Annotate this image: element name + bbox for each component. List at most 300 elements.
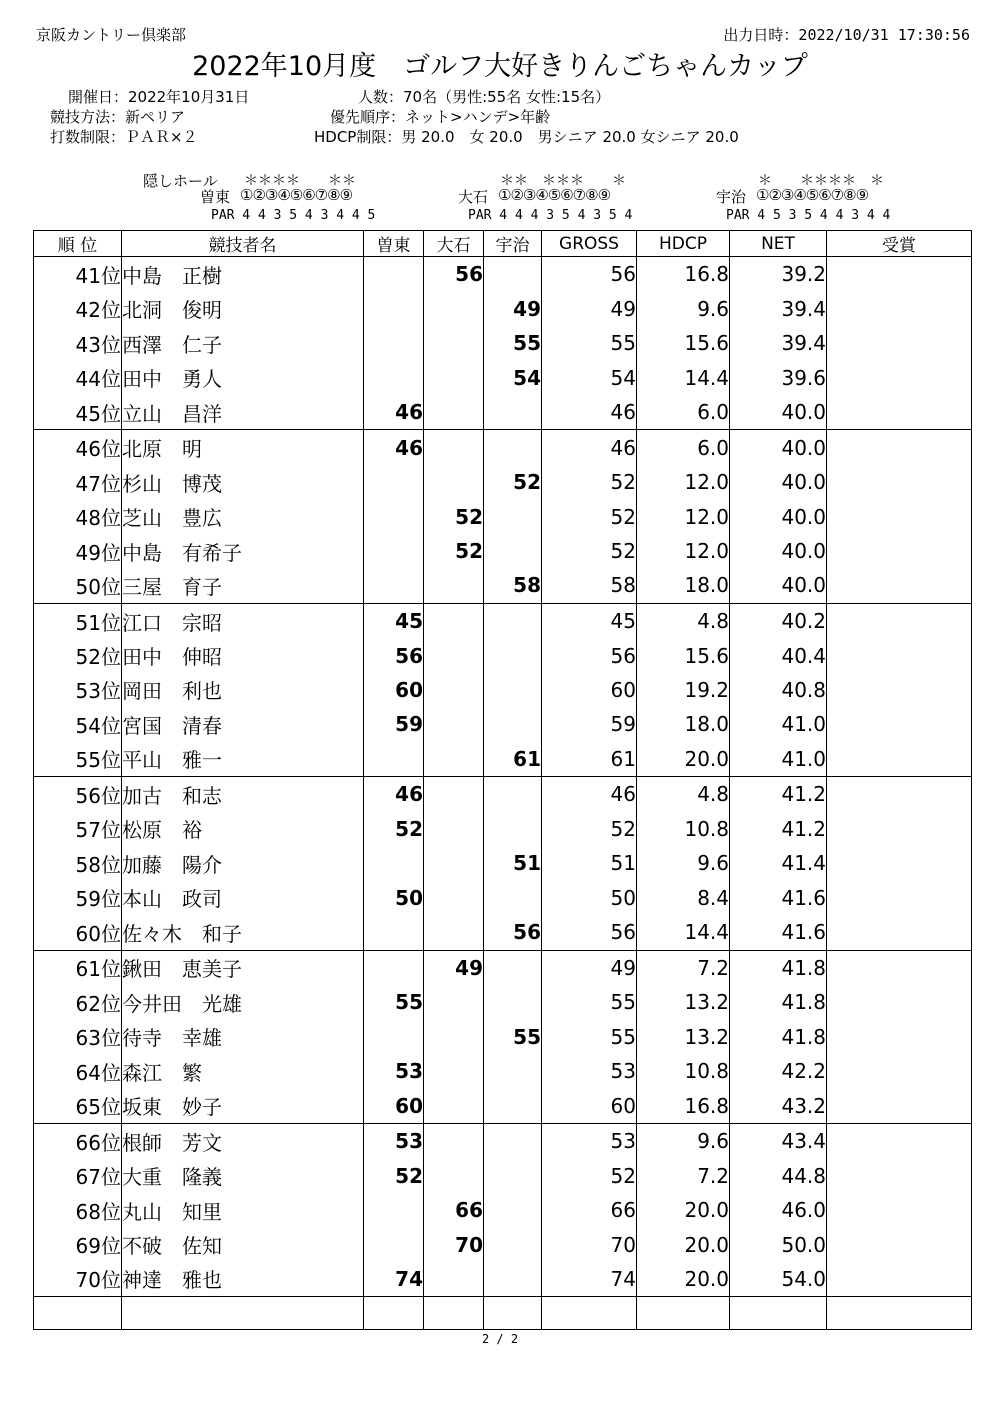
cell-player-name: 加古 和志 [122,777,364,812]
par-row-oishi: PAR 4 4 4 3 5 4 3 5 4 [468,208,633,223]
cell-award [827,1262,972,1297]
cell-gross: 53 [542,1054,637,1088]
cell-gross: 46 [542,395,637,430]
cell-score-oishi [424,568,484,603]
cell-score-oishi [424,430,484,465]
cell-gross: 66 [542,1193,637,1227]
cell-hdcp: 9.6 [637,846,730,880]
cell-score-uji [484,430,542,465]
cell-score-oishi [424,395,484,430]
table-row [34,881,972,915]
cell-score-uji [484,777,542,812]
cell-hdcp: 20.0 [637,1262,730,1297]
cell-hdcp: 6.0 [637,430,730,465]
table-row [34,1227,972,1261]
cell-score-oishi [424,1158,484,1192]
cell-gross: 55 [542,985,637,1019]
cell-net: 40.0 [730,534,827,568]
cell-net: 42.2 [730,1054,827,1088]
cell-score-uji [484,395,542,430]
cell-net: 50.0 [730,1227,827,1261]
cell-score-oishi [424,638,484,672]
cell-score-sotou: 52 [364,812,424,846]
cell-rank: 68位 [34,1193,122,1227]
cell-rank: 69位 [34,1227,122,1261]
cell-net: 39.4 [730,326,827,360]
table-row [34,985,972,1019]
cell-rank: 49位 [34,534,122,568]
table-row [34,742,972,777]
cell-score-oishi: 52 [424,534,484,568]
cell-rank: 56位 [34,777,122,812]
cell-net: 40.0 [730,430,827,465]
header-net: NET [730,231,827,257]
table-row [34,568,972,603]
cell-award [827,360,972,394]
table-row [34,534,972,568]
cell-gross: 54 [542,360,637,394]
cell-gross: 55 [542,1019,637,1053]
header-uji: 宇治 [484,231,542,257]
cell-score-uji [484,881,542,915]
table-row [34,673,972,707]
table-row [34,430,972,465]
cell-player-name: 待寺 幸雄 [122,1019,364,1053]
cell-score-oishi [424,326,484,360]
table-row [34,292,972,326]
cell-gross: 59 [542,707,637,741]
table-row [34,1088,972,1123]
cell-player-name: 中島 正樹 [122,257,364,292]
cell-hdcp: 8.4 [637,881,730,915]
cell-score-sotou [364,1193,424,1227]
cell-score-uji [484,1088,542,1123]
cell-rank: 59位 [34,881,122,915]
cell-gross: 52 [542,499,637,533]
cell-hdcp: 14.4 [637,915,730,950]
table-row [34,326,972,360]
cell-award [827,1123,972,1158]
cell-net: 41.8 [730,985,827,1019]
cell-rank: 67位 [34,1158,122,1192]
hdcp-limit: HDCP制限：男 20.0 女 20.0 男シニア 20.0 女シニア 20.0 [314,128,739,146]
cell-award [827,1158,972,1192]
cell-score-sotou: 59 [364,707,424,741]
results-body [34,257,972,1330]
cell-hdcp: 12.0 [637,499,730,533]
cell-player-name: 宮国 清春 [122,707,364,741]
cell-score-oishi [424,1019,484,1053]
cell-player-name: 今井田 光雄 [122,985,364,1019]
cell-award [827,777,972,812]
course-name-sotou: 曽東 [200,188,231,206]
table-row [34,360,972,394]
cell-gross: 61 [542,742,637,777]
cell-score-sotou [364,534,424,568]
cell-score-uji: 55 [484,1019,542,1053]
cell-hdcp: 7.2 [637,950,730,985]
cell-score-sotou: 55 [364,985,424,1019]
stroke-limit: 打数制限：ＰＡＲ×２ [50,128,198,146]
cell-hdcp: 13.2 [637,1019,730,1053]
cell-score-sotou: 45 [364,603,424,638]
cell-player-name: 本山 政司 [122,881,364,915]
cell-score-uji [484,673,542,707]
course-name-uji: 宇治 [716,188,747,206]
cell-score-uji: 56 [484,915,542,950]
header-sotou: 曽東 [364,231,424,257]
cell-net: 39.2 [730,257,827,292]
cell-score-sotou [364,499,424,533]
cell-rank: 44位 [34,360,122,394]
cell-rank: 46位 [34,430,122,465]
cell-score-uji [484,950,542,985]
cell-score-uji: 58 [484,568,542,603]
cell-award [827,985,972,1019]
cell-award [827,1088,972,1123]
cell-gross: 60 [542,1088,637,1123]
cell-hdcp: 9.6 [637,1123,730,1158]
cell-award [827,950,972,985]
cell-gross: 74 [542,1262,637,1297]
cell-award [827,673,972,707]
cell-hdcp: 6.0 [637,395,730,430]
cell-rank: 47位 [34,465,122,499]
cell-score-sotou [364,326,424,360]
cell-rank: 65位 [34,1088,122,1123]
cell-score-sotou: 46 [364,430,424,465]
cell-award [827,846,972,880]
cell-player-name: 松原 裕 [122,812,364,846]
empty-cell [484,1297,542,1330]
empty-filler-row [34,1297,972,1330]
cell-score-sotou [364,1019,424,1053]
cell-score-sotou [364,292,424,326]
cell-hdcp: 7.2 [637,1158,730,1192]
cell-score-sotou: 60 [364,673,424,707]
cell-player-name: 平山 雅一 [122,742,364,777]
cell-score-oishi [424,742,484,777]
table-row [34,1193,972,1227]
table-row [34,950,972,985]
table-row [34,777,972,812]
cell-rank: 66位 [34,1123,122,1158]
cell-gross: 53 [542,1123,637,1158]
cell-award [827,326,972,360]
cell-score-oishi [424,707,484,741]
cell-hdcp: 15.6 [637,638,730,672]
cell-award [827,742,972,777]
course-name-oishi: 大石 [458,188,489,206]
cell-score-sotou: 53 [364,1054,424,1088]
cell-score-uji [484,534,542,568]
cell-gross: 56 [542,257,637,292]
cell-hdcp: 18.0 [637,707,730,741]
cell-rank: 64位 [34,1054,122,1088]
empty-cell [827,1297,972,1330]
cell-score-sotou [364,568,424,603]
empty-cell [730,1297,827,1330]
cell-net: 41.8 [730,950,827,985]
empty-cell [122,1297,364,1330]
cell-score-oishi [424,985,484,1019]
cell-score-uji [484,499,542,533]
cell-hdcp: 18.0 [637,568,730,603]
cell-rank: 60位 [34,915,122,950]
cell-score-uji [484,1123,542,1158]
cell-score-sotou: 53 [364,1123,424,1158]
cell-score-uji [484,707,542,741]
cell-net: 41.2 [730,812,827,846]
cell-rank: 61位 [34,950,122,985]
cell-player-name: 田中 伸昭 [122,638,364,672]
cell-player-name: 佐々木 和子 [122,915,364,950]
cell-score-oishi [424,465,484,499]
cell-player-name: 立山 昌洋 [122,395,364,430]
page-title: 2022年10月度 ゴルフ大好きりんごちゃんカップ [192,51,808,82]
cell-score-uji [484,257,542,292]
cell-hdcp: 10.8 [637,812,730,846]
cell-net: 41.0 [730,707,827,741]
cell-score-uji: 61 [484,742,542,777]
table-row [34,1019,972,1053]
cell-net: 46.0 [730,1193,827,1227]
cell-player-name: 森江 繁 [122,1054,364,1088]
cell-gross: 46 [542,430,637,465]
empty-cell [424,1297,484,1330]
cell-score-uji [484,1054,542,1088]
cell-score-sotou: 46 [364,395,424,430]
cell-score-sotou: 74 [364,1262,424,1297]
cell-gross: 55 [542,326,637,360]
cell-score-oishi [424,881,484,915]
cell-player-name: 鍬田 恵美子 [122,950,364,985]
hidden-marks-sotou: ＊＊＊＊ ＊＊ [244,173,356,189]
cell-gross: 52 [542,1158,637,1192]
hidden-marks-uji: ＊ ＊＊＊＊ ＊ [758,173,884,189]
cell-hdcp: 14.4 [637,360,730,394]
cell-net: 40.0 [730,568,827,603]
cell-player-name: 丸山 知里 [122,1193,364,1227]
cell-award [827,1193,972,1227]
empty-cell [34,1297,122,1330]
cell-gross: 52 [542,465,637,499]
hole-numbers-oishi: ①②③④⑤⑥⑦⑧⑨ [498,186,611,204]
cell-score-oishi [424,1054,484,1088]
cell-rank: 63位 [34,1019,122,1053]
cell-hdcp: 20.0 [637,742,730,777]
cell-score-sotou [364,360,424,394]
table-row [34,603,972,638]
page-number: 2 / 2 [481,1332,519,1346]
cell-score-uji: 51 [484,846,542,880]
table-row [34,1054,972,1088]
cell-gross: 70 [542,1227,637,1261]
cell-score-oishi: 52 [424,499,484,533]
header-gross: GROSS [542,231,637,257]
table-header-row [34,231,972,257]
cell-score-sotou: 46 [364,777,424,812]
hole-numbers-uji: ①②③④⑤⑥⑦⑧⑨ [756,186,869,204]
header-hdcp: HDCP [637,231,730,257]
cell-score-uji [484,985,542,1019]
cell-hdcp: 16.8 [637,1088,730,1123]
cell-net: 54.0 [730,1262,827,1297]
cell-score-uji [484,1158,542,1192]
cell-hdcp: 12.0 [637,465,730,499]
cell-net: 39.6 [730,360,827,394]
cell-gross: 60 [542,673,637,707]
cell-score-sotou [364,950,424,985]
cell-score-oishi [424,360,484,394]
cell-award [827,603,972,638]
cell-player-name: 杉山 博茂 [122,465,364,499]
cell-net: 40.2 [730,603,827,638]
cell-score-oishi [424,846,484,880]
cell-gross: 56 [542,915,637,950]
table-row [34,395,972,430]
cell-score-uji [484,1262,542,1297]
cell-award [827,292,972,326]
cell-score-uji: 49 [484,292,542,326]
cell-net: 40.0 [730,499,827,533]
header-player-name: 競技者名 [122,231,364,257]
par-row-uji: PAR 4 5 3 5 4 4 3 4 4 [726,208,891,223]
cell-award [827,534,972,568]
cell-rank: 53位 [34,673,122,707]
header-rank: 順 位 [34,231,122,257]
table-row [34,465,972,499]
header-award: 受賞 [827,231,972,257]
cell-score-uji: 55 [484,326,542,360]
cell-rank: 52位 [34,638,122,672]
cell-net: 43.2 [730,1088,827,1123]
cell-score-sotou [364,1227,424,1261]
cell-hdcp: 4.8 [637,603,730,638]
cell-player-name: 大重 隆義 [122,1158,364,1192]
cell-rank: 55位 [34,742,122,777]
cell-score-oishi [424,603,484,638]
cell-score-uji [484,1227,542,1261]
cell-score-oishi [424,915,484,950]
cell-player-name: 西澤 仁子 [122,326,364,360]
cell-gross: 49 [542,950,637,985]
cell-net: 41.4 [730,846,827,880]
hidden-holes-label: 隠しホール [143,172,218,190]
cell-award [827,1227,972,1261]
par-row-sotou: PAR 4 4 3 5 4 3 4 4 5 [211,208,376,223]
empty-cell [542,1297,637,1330]
cell-player-name: 江口 宗昭 [122,603,364,638]
cell-score-sotou: 56 [364,638,424,672]
cell-award [827,915,972,950]
cell-score-sotou [364,465,424,499]
cell-hdcp: 10.8 [637,1054,730,1088]
cell-player-name: 三屋 育子 [122,568,364,603]
cell-rank: 51位 [34,603,122,638]
cell-score-uji: 54 [484,360,542,394]
cell-net: 43.4 [730,1123,827,1158]
cell-hdcp: 20.0 [637,1193,730,1227]
cell-gross: 52 [542,534,637,568]
cell-gross: 46 [542,777,637,812]
club-name: 京阪カントリー倶楽部 [36,26,187,44]
cell-score-oishi: 66 [424,1193,484,1227]
table-row [34,812,972,846]
cell-gross: 45 [542,603,637,638]
cell-award [827,1019,972,1053]
cell-score-sotou [364,915,424,950]
cell-net: 40.0 [730,395,827,430]
hidden-marks-oishi: ＊＊ ＊＊＊ ＊ [500,173,626,189]
cell-hdcp: 9.6 [637,292,730,326]
cell-player-name: 加藤 陽介 [122,846,364,880]
results-table [33,230,972,1330]
cell-rank: 43位 [34,326,122,360]
cell-net: 41.0 [730,742,827,777]
cell-gross: 52 [542,812,637,846]
cell-award [827,812,972,846]
cell-player-name: 根師 芳文 [122,1123,364,1158]
table-row [34,846,972,880]
cell-score-oishi [424,1123,484,1158]
cell-player-name: 不破 佐知 [122,1227,364,1261]
cell-net: 41.8 [730,1019,827,1053]
cell-net: 39.4 [730,292,827,326]
table-row [34,499,972,533]
cell-award [827,707,972,741]
cell-gross: 51 [542,846,637,880]
empty-cell [364,1297,424,1330]
cell-score-uji [484,812,542,846]
cell-hdcp: 4.8 [637,777,730,812]
cell-rank: 50位 [34,568,122,603]
player-count: 人数：70名（男性:55名 女性:15名） [358,88,611,106]
table-row [34,915,972,950]
table-row [34,1158,972,1192]
cell-gross: 49 [542,292,637,326]
cell-net: 40.4 [730,638,827,672]
cell-player-name: 芝山 豊広 [122,499,364,533]
table-row [34,1262,972,1297]
cell-net: 40.8 [730,673,827,707]
cell-score-oishi: 70 [424,1227,484,1261]
cell-score-oishi [424,292,484,326]
cell-score-oishi [424,1088,484,1123]
cell-score-sotou: 50 [364,881,424,915]
table-row [34,638,972,672]
event-date: 開催日：2022年10月31日 [68,88,250,106]
cell-hdcp: 20.0 [637,1227,730,1261]
cell-score-sotou: 52 [364,1158,424,1192]
cell-rank: 54位 [34,707,122,741]
cell-rank: 70位 [34,1262,122,1297]
cell-award [827,257,972,292]
cell-rank: 42位 [34,292,122,326]
output-datetime: 出力日時：2022/10/31 17:30:56 [723,26,970,44]
cell-award [827,1054,972,1088]
cell-hdcp: 19.2 [637,673,730,707]
cell-rank: 57位 [34,812,122,846]
cell-score-oishi: 56 [424,257,484,292]
cell-score-sotou [364,846,424,880]
cell-score-oishi: 49 [424,950,484,985]
hole-numbers-sotou: ①②③④⑤⑥⑦⑧⑨ [240,186,353,204]
cell-rank: 41位 [34,257,122,292]
cell-player-name: 北洞 俊明 [122,292,364,326]
cell-hdcp: 13.2 [637,985,730,1019]
cell-player-name: 岡田 利也 [122,673,364,707]
